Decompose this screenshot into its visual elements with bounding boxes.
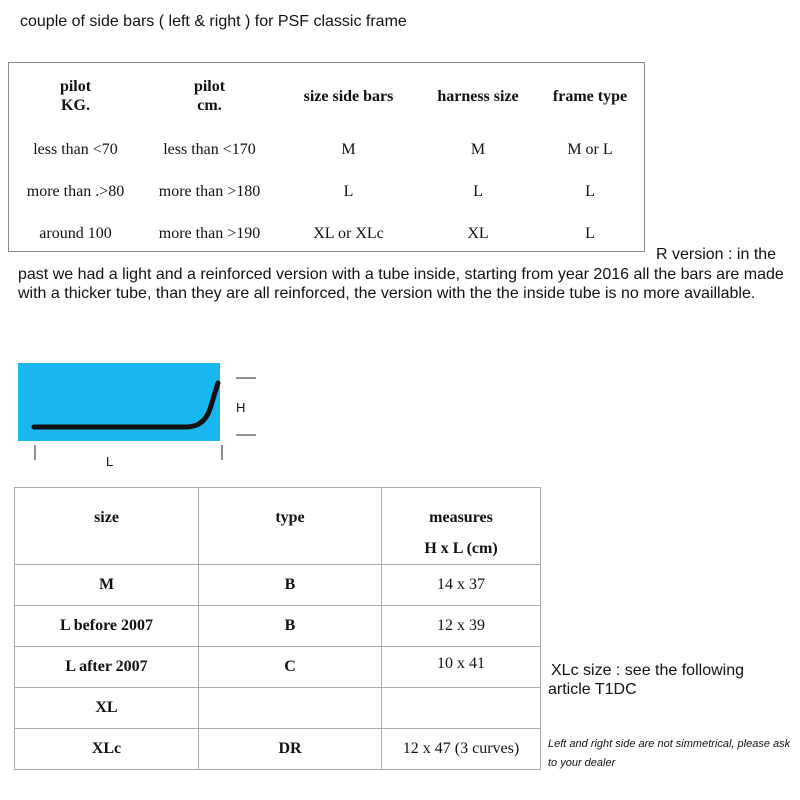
header-measures: measures H x L (cm) xyxy=(382,488,541,565)
table-cell: L xyxy=(473,183,483,200)
table-cell: M xyxy=(470,141,486,158)
type-cell xyxy=(199,688,382,729)
type-cell: B xyxy=(199,606,382,647)
table-cell: M or L xyxy=(567,141,613,158)
table-cell: more than >190 xyxy=(158,225,261,242)
table-row xyxy=(15,606,541,647)
table-row xyxy=(9,213,644,255)
table-row xyxy=(9,129,644,171)
table-header-row xyxy=(9,63,644,129)
header-pilot-kg: pilot KG. xyxy=(59,78,92,114)
table-cell: L xyxy=(343,183,354,200)
header-size: size xyxy=(15,488,199,565)
table-cell: L xyxy=(585,225,595,242)
header-type: type xyxy=(199,488,382,565)
type-cell: B xyxy=(199,565,382,606)
table-cell: L xyxy=(585,183,595,200)
table-cell: around 100 xyxy=(39,225,112,242)
measures-table xyxy=(14,487,541,770)
page-title: couple of side bars ( left & right ) for PSF classic frame xyxy=(20,13,407,30)
type-cell: C xyxy=(199,647,382,688)
size-cell: L before 2007 xyxy=(15,606,199,647)
r-version-paragraph: past we had a light and a reinforced version with a tube inside, starting from year 2016 all the bars are made with a thicker tube, than they are all reinforced, the version with the the inside tube is no more availlable. xyxy=(18,266,784,302)
xlc-note: XLc size : see the following article T1DC xyxy=(548,662,744,698)
sizes-table xyxy=(8,62,645,252)
table-row xyxy=(15,647,541,688)
table-cell: more than .>80 xyxy=(26,183,125,200)
table-cell: less than <70 xyxy=(33,141,118,158)
table-header-row xyxy=(15,488,541,565)
r-version-text-start: R version : in the xyxy=(656,246,777,263)
measures-cell: 12 x 47 (3 curves) xyxy=(382,729,541,770)
side-bar-diagram xyxy=(18,363,265,474)
header-pilot-cm: pilot cm. xyxy=(193,78,226,114)
table-row xyxy=(9,171,644,213)
table-row xyxy=(15,565,541,606)
table-row xyxy=(15,729,541,770)
measures-cell xyxy=(382,688,541,729)
height-label: H xyxy=(236,400,246,415)
type-cell: DR xyxy=(199,729,382,770)
measures-cell: 12 x 39 xyxy=(382,606,541,647)
size-cell: XL xyxy=(15,688,199,729)
table-cell: more than >180 xyxy=(158,183,261,200)
header-harness-size: harness size xyxy=(437,87,519,105)
measures-cell: 10 x 41 xyxy=(382,647,541,688)
table-cell: M xyxy=(341,141,356,158)
measures-cell: 14 x 37 xyxy=(382,565,541,606)
symmetry-note: Left and right side are not simmetrical, please ask to your dealer xyxy=(548,738,791,769)
size-cell: M xyxy=(15,565,199,606)
table-row xyxy=(15,688,541,729)
table-cell: XL or XLc xyxy=(313,225,384,242)
header-size-side-bars: size side bars xyxy=(303,87,394,105)
table-cell: less than <170 xyxy=(163,141,256,158)
size-cell: L after 2007 xyxy=(15,647,199,688)
table-cell: XL xyxy=(467,225,489,242)
length-label: L xyxy=(106,454,114,469)
size-cell: XLc xyxy=(15,729,199,770)
header-frame-type: frame type xyxy=(552,87,628,105)
